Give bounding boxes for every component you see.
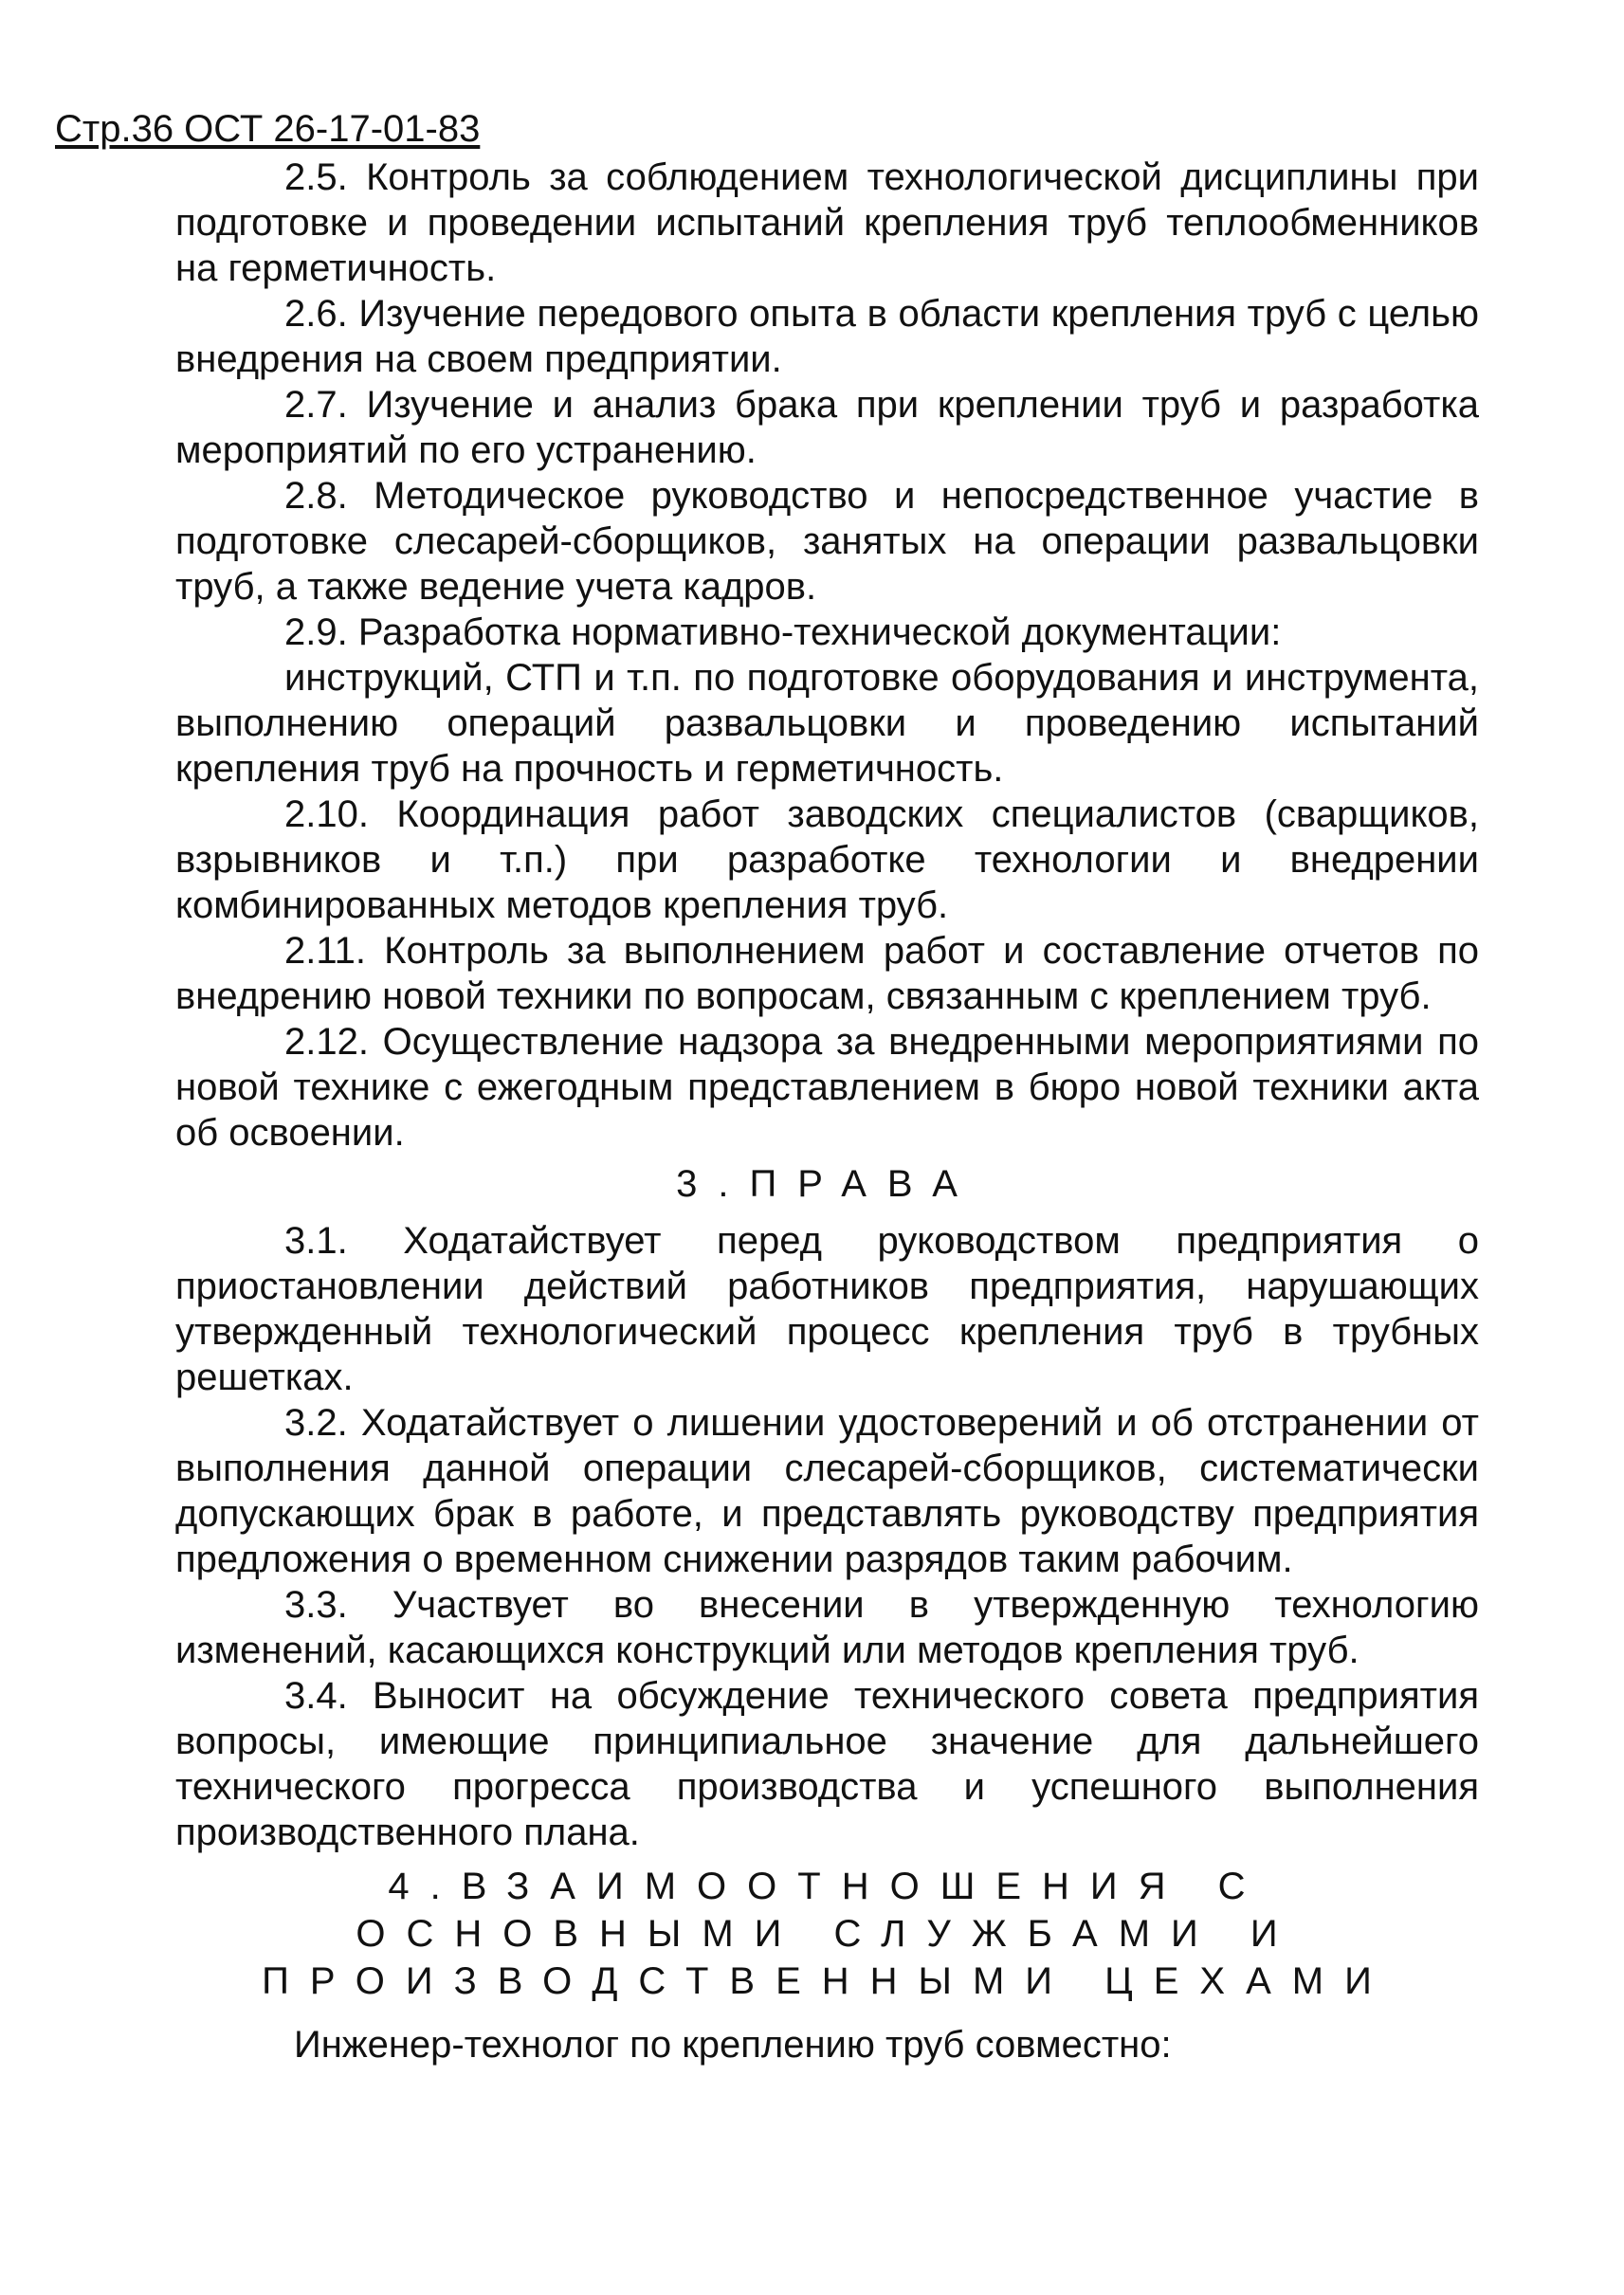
- paragraph-3-3: 3.3. Участвует во внесении в утвержденную технологию изменений, касающихся конструкций или методов крепления труб.: [175, 1584, 1479, 1671]
- paragraph-3-4: 3.4. Выносит на обсуждение технического совета предприятия вопросы, имеющие принципиальное значение для дальнейшего технического прогресса производства и успешного выполнения производственного плана.: [175, 1675, 1479, 1853]
- section-4-heading-line-2: ОСНОВНЫМИ СЛУЖБАМИ И: [356, 1913, 1299, 1955]
- paragraph-2-6: 2.6. Изучение передового опыта в области крепления труб с целью внедрения на своем предприятии.: [175, 293, 1479, 380]
- paragraph-2-9-continued: инструкций, СТП и т.п. по подготовке оборудования и инструмента, выполнению операций развальцовки и проведению испытаний крепления труб на прочность и герметичность.: [175, 657, 1479, 790]
- document-body: [175, 155, 1479, 2067]
- paragraph-2-12: 2.12. Осуществление надзора за внедренными мероприятиями по новой технике с ежегодным представлением в бюро новой техники акта об освоении.: [175, 1021, 1479, 1154]
- section-4-heading: [175, 1855, 1479, 2014]
- paragraph-2-8: 2.8. Методическое руководство и непосредственное участие в подготовке слесарей-сборщиков, занятых на операции развальцовки труб, а также ведение учета кадров.: [175, 475, 1479, 608]
- paragraph-2-5: 2.5. Контроль за соблюдением технологической дисциплины при подготовке и проведении испытаний крепления труб теплообменников на герметичность.: [175, 156, 1479, 289]
- paragraph-2-11: 2.11. Контроль за выполнением работ и составление отчетов по внедрению новой техники по вопросам, связанным с креплением труб.: [175, 930, 1479, 1017]
- section-4-heading-line-3: ПРОИЗВОДСТВЕННЫМИ ЦЕХАМИ: [262, 1960, 1393, 2002]
- section-3-heading: 3.ПРАВА: [676, 1163, 978, 1205]
- paragraph-2-10: 2.10. Координация работ заводских специалистов (сварщиков, взрывников и т.п.) при разработке технологии и внедрении комбинированных методов крепления труб.: [175, 793, 1479, 926]
- section-4-heading-line-1: 4.ВЗАИМООТНОШЕНИЯ С: [388, 1866, 1267, 1907]
- page-header: Стр.36 ОСТ 26-17-01-83: [55, 108, 481, 150]
- paragraph-2-7: 2.7. Изучение и анализ брака при креплении труб и разработка мероприятий по его устранению.: [175, 384, 1479, 471]
- paragraph-2-9: 2.9. Разработка нормативно-технической документации:: [284, 611, 1282, 653]
- paragraph-3-2: 3.2. Ходатайствует о лишении удостоверений и об отстранении от выполнения данной операции слесарей-сборщиков, систематически допускающих брак в работе, и представлять руководству предприятия предложения о временном снижении разрядов таким рабочим.: [175, 1402, 1479, 1580]
- paragraph-3-1: 3.1. Ходатайствует перед руководством предприятия о приостановлении действий работников предприятия, нарушающих утвержденный технологический процесс крепления труб в трубных решетках.: [175, 1220, 1479, 1398]
- section-4-intro: Инженер-технолог по креплению труб совместно:: [294, 2024, 1172, 2066]
